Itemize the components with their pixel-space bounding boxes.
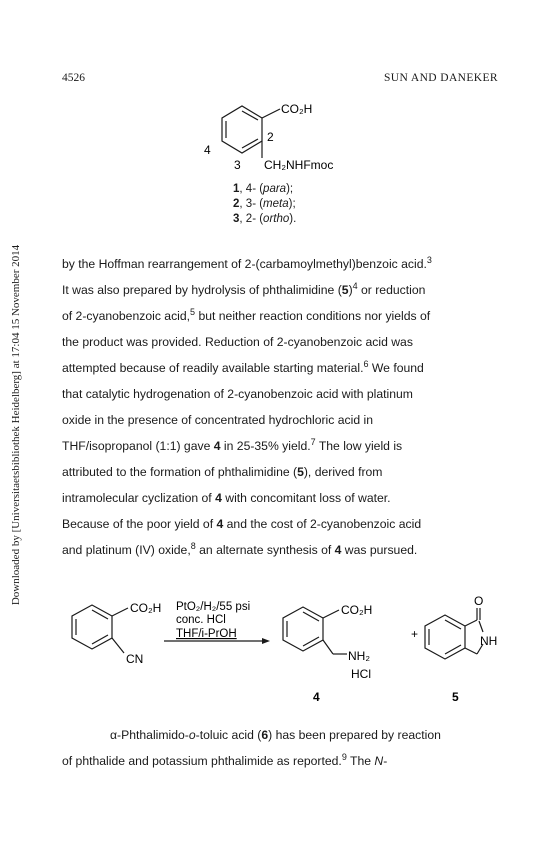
paragraph-2: α-Phthalimido-o-toluic acid (6) has been prepared by reaction of phthalide and potassium phthalimide as reported.$^9$ The N- <box>62 728 441 768</box>
sm-acid-label: CO₂H <box>130 601 162 615</box>
download-watermark: Downloaded by [Universitaetsbibliothek Heidelberg] at 17:04 15 November 2014 <box>10 244 22 606</box>
position-4-label: 4 <box>204 143 211 157</box>
benzoic-acid-structure <box>0 0 548 180</box>
compound-item: 3, 2- (ortho). <box>233 213 297 225</box>
product-amine-label: NH₂ <box>348 649 370 663</box>
acid-group-label: CO₂H <box>281 102 313 116</box>
benzene-ring <box>222 106 262 153</box>
plus-sign: + <box>411 627 419 641</box>
bond-to-acid <box>262 109 280 118</box>
compound-5-label: 5 <box>452 690 459 704</box>
condition-acid: conc. HCl <box>176 614 226 626</box>
running-title-authors: SUN AND DANEKER <box>384 72 498 84</box>
product-5-ring <box>425 615 465 659</box>
reaction-scheme <box>0 590 548 720</box>
product-acid-label: CO₂H <box>341 603 373 617</box>
position-2-label: 2 <box>267 130 274 144</box>
side-chain-label: CH₂NHFmoc <box>264 158 334 172</box>
sm-nitrile-label: CN <box>126 652 144 666</box>
starting-material-ring <box>72 605 112 649</box>
compound-list <box>233 182 296 227</box>
product-4-ring <box>283 607 323 651</box>
condition-catalyst: PtO₂/H₂/55 psi <box>176 601 251 613</box>
nh-label: NH <box>480 634 498 648</box>
product-salt-label: HCl <box>351 667 371 681</box>
page-number: 4526 <box>62 72 85 84</box>
position-3-label: 3 <box>234 158 241 172</box>
compound-item: 1, 4- (para); <box>233 183 294 195</box>
paragraph-1: by the Hoffman rearrangement of 2-(carbamoylmethyl)benzoic acid.$^3$ It was also prepared by hydrolysis of phthalimidine $(5)^4$ or reduction of 2-cyanobenzoic acid,$^5$ but neither reaction conditions nor yields of the product was provided. Reduction of 2-cyanobenzoic acid was attempted because of readily available starting material.$^6$ We found that catalytic hydrogenation of 2-cyanobenzoic acid with platinum oxide in the presence of concentrated hydrochloric acid in THF/isopropanol (1:1) gave 4 in 25-35% yield.$^7$ The low yield is attributed to the formation of phthalimidine (5), derived from intramolecular cyclization of 4 with concomitant loss of water. Because of the poor yield of 4 and the cost of 2-cyanobenzoic acid and platinum (IV) oxide,$^8$ an alternate synthesis of 4 was pursued. <box>62 255 432 557</box>
compound-4-label: 4 <box>313 690 320 704</box>
carbonyl-oxygen-label: O <box>474 594 484 608</box>
condition-solvent: THF/i-PrOH <box>176 628 237 640</box>
compound-item: 2, 3- (meta); <box>233 198 296 210</box>
